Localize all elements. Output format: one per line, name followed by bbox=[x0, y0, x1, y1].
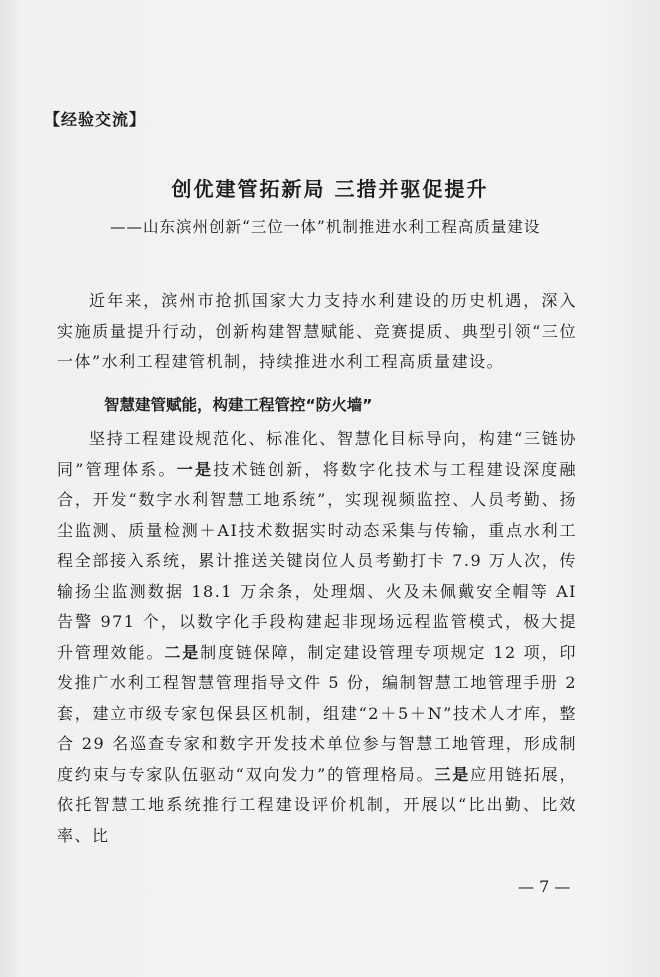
page-number: — 7 — bbox=[518, 877, 571, 896]
body-paragraph bbox=[57, 424, 577, 851]
body-text-segment: 制度链保障，制定建设管理专项规定 12 项，印发推广水利工程智慧管理指导文件 5 份，编制智慧工地管理手册 2 套，建立市级专家包保县区机制，组建“2＋5＋N”技术人才库，整合 29 名巡查专家和数字开发技术单位参与智慧工地管理，形成制度约束与专家队伍驱动“双向发力”的管理格局。 bbox=[57, 642, 577, 784]
body-text-segment: 坚持工程建设规范化、标准化、智慧化目标导向，构建“三链协同”管理体系。 bbox=[57, 429, 577, 479]
section-heading: 智慧建管赋能，构建工程管控“防火墙” bbox=[104, 396, 373, 414]
article-subtitle: ——山东滨州创新“三位一体”机制推进水利工程高质量建设 bbox=[110, 218, 541, 236]
intro-paragraph: 近年来，滨州市抢抓国家大力支持水利建设的历史机遇，深入实施质量提升行动，创新构建智慧赋能、竞赛提质、典型引领“三位一体”水利工程建管机制，持续推进水利工程高质量建设。 bbox=[57, 291, 577, 371]
bold-marker-second: 二是 bbox=[164, 642, 201, 662]
bold-marker-first: 一是 bbox=[176, 459, 214, 479]
body-text-segment: 应用链拓展，依托智慧工地系统推行工程建设评价机制，开展以“比出勤、比效率、比 bbox=[57, 764, 577, 845]
body-text-segment: 技术链创新，将数字化技术与工程建设深度融合，开发“数字水利智慧工地系统”，实现视频监控、人员考勤、扬尘监测、质量检测＋AI技术数据实时动态采集与传输，重点水利工程全部接入系统，累计推送关键岗位人员考勤打卡 7.9 万人次，传输扬尘监测数据 18.1 万余条，处理烟、火及未佩戴安全帽等 AI 告警 971 个，以数字化手段构建起非现场远程监管模式，极大提升管理效能。 bbox=[57, 459, 577, 662]
section-tag: 【经验交流】 bbox=[44, 110, 147, 129]
article-title: 创优建管拓新局 三措并驱促提升 bbox=[171, 177, 489, 201]
bold-marker-third: 三是 bbox=[434, 764, 471, 784]
